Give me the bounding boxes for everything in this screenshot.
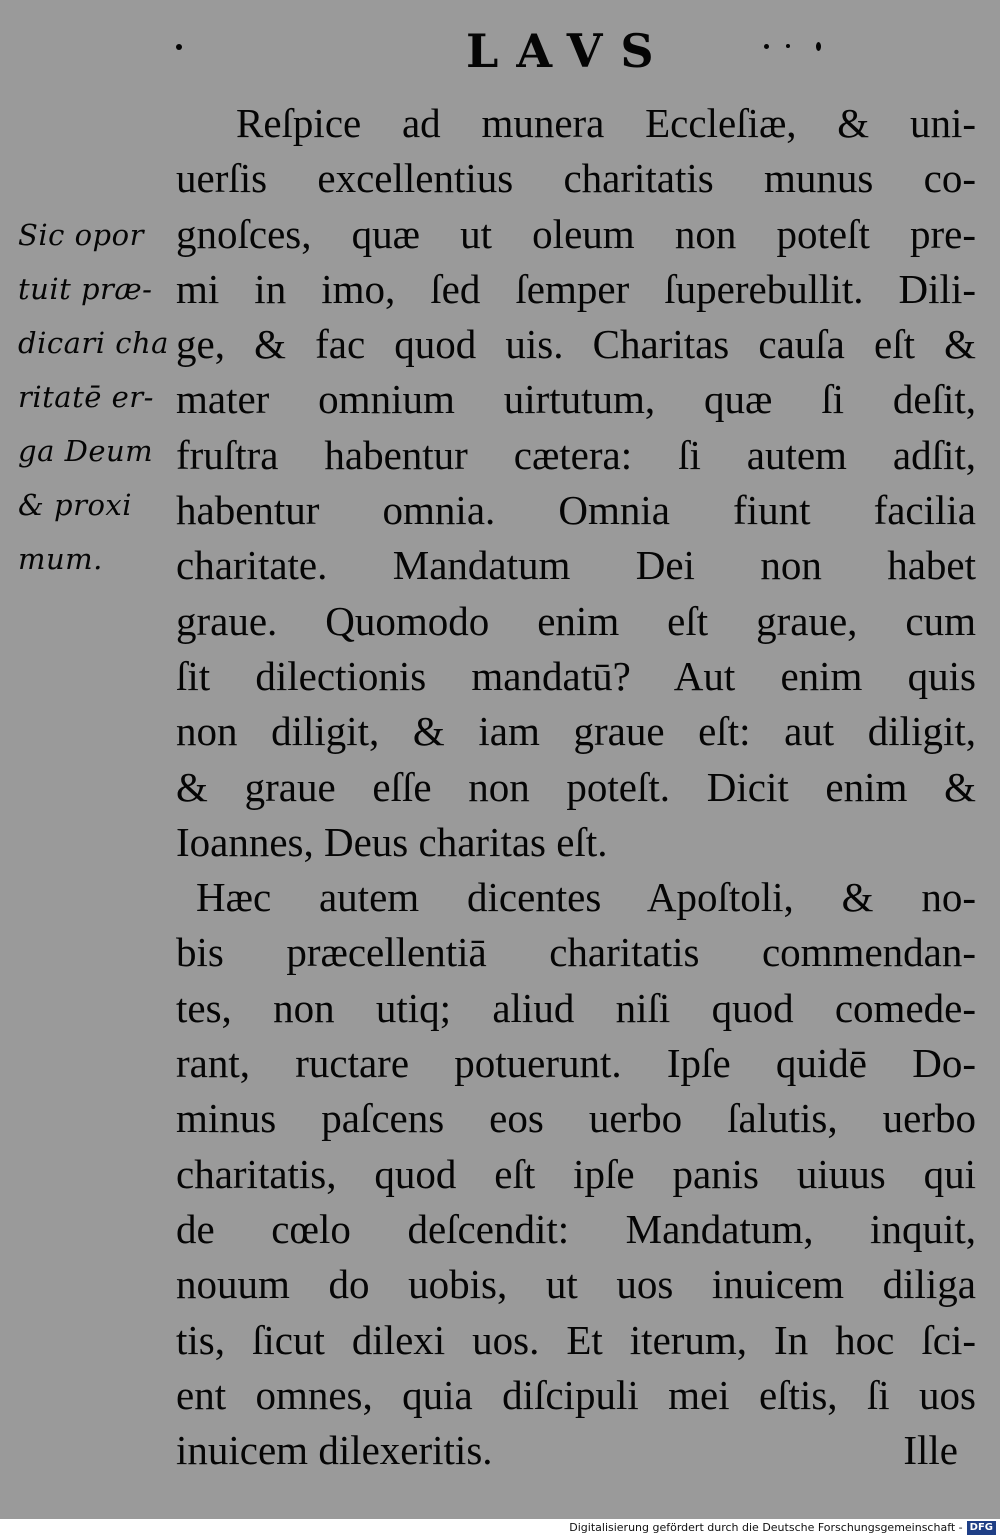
text-line: Ioannes, Deus charitas eſt. — [176, 818, 608, 865]
margin-note-line: ga Deum — [18, 434, 154, 468]
running-head: LAVS — [466, 24, 672, 78]
margin-note-line: ritatē er- — [18, 380, 154, 414]
text-line: inuicem dilexeritis. — [176, 1427, 493, 1474]
page-header — [0, 18, 1000, 78]
main-text-block — [176, 96, 976, 1478]
ink-speck — [816, 42, 821, 51]
text-line: charitate. Mandatum Dei non habet — [176, 542, 976, 589]
text-line: & graue eſſe non poteſt. Dicit enim & — [176, 763, 976, 810]
text-line: non diligit, & iam graue eſt: aut diligit, — [176, 708, 976, 755]
text-line: fruſtra habentur cætera: ſi autem adſit, — [176, 431, 976, 478]
text-line: graue. Quomodo enim eſt graue, cum — [176, 597, 976, 644]
ink-speck — [786, 44, 790, 48]
text-line: tes, non utiq; aliud niſi quod comede- — [176, 984, 976, 1031]
text-line: tis, ſicut dilexi uos. Et iterum, In hoc ſci- — [176, 1316, 976, 1363]
text-line: habentur omnia. Omnia fiunt facilia — [176, 487, 976, 534]
digitization-credit-bar — [0, 1519, 1000, 1537]
text-line: ſit dilectionis mandatū? Aut enim quis — [176, 652, 976, 699]
marginal-note — [18, 208, 183, 586]
text-line-with-catchword — [176, 1423, 976, 1478]
margin-note-line: tuit præ- — [18, 272, 153, 306]
text-line: de cœlo deſcendit: Mandatum, inquit, — [176, 1205, 976, 1252]
text-line: nouum do uobis, ut uos inuicem diliga — [176, 1261, 976, 1308]
text-line: uerſis excellentius charitatis munus co- — [176, 155, 976, 202]
text-line: ge, & fac quod uis. Charitas cauſa eſt & — [176, 321, 976, 368]
text-line: charitatis, quod eſt ipſe panis uiuus qui — [176, 1150, 976, 1197]
ink-speck — [764, 44, 769, 49]
text-line: Hæc autem dicentes Apoſtoli, & no- — [196, 874, 976, 921]
margin-note-line: dicari cha — [18, 326, 169, 360]
catchword: Ille — [903, 1427, 958, 1474]
text-line: gnoſces, quæ ut oleum non poteſt pre- — [176, 210, 976, 257]
text-line: Reſpice ad munera Eccleſiæ, & uni- — [236, 100, 976, 146]
text-line: mi in imo, ſed ſemper ſuperebullit. Dili- — [176, 265, 976, 312]
text-line: mater omnium uirtutum, quæ ſi deſit, — [176, 376, 976, 423]
margin-note-line: mum. — [18, 542, 103, 576]
ink-speck — [176, 44, 182, 50]
dfg-logo-icon[interactable]: DFG — [967, 1521, 996, 1535]
margin-note-line: Sic opor — [18, 218, 144, 252]
margin-note-line: & proxi — [18, 488, 133, 522]
text-line: bis præcellentiā charitatis commendan- — [176, 929, 976, 976]
text-line: minus paſcens eos uerbo ſalutis, uerbo — [176, 1095, 976, 1142]
text-line: ent omnes, quia diſcipuli mei eſtis, ſi uos — [176, 1371, 976, 1418]
digitization-credit: Digitalisierung gefördert durch die Deutsche Forschungsgemeinschaft - — [569, 1521, 963, 1534]
text-line: rant, ructare potuerunt. Ipſe quidē Do- — [176, 1040, 976, 1087]
